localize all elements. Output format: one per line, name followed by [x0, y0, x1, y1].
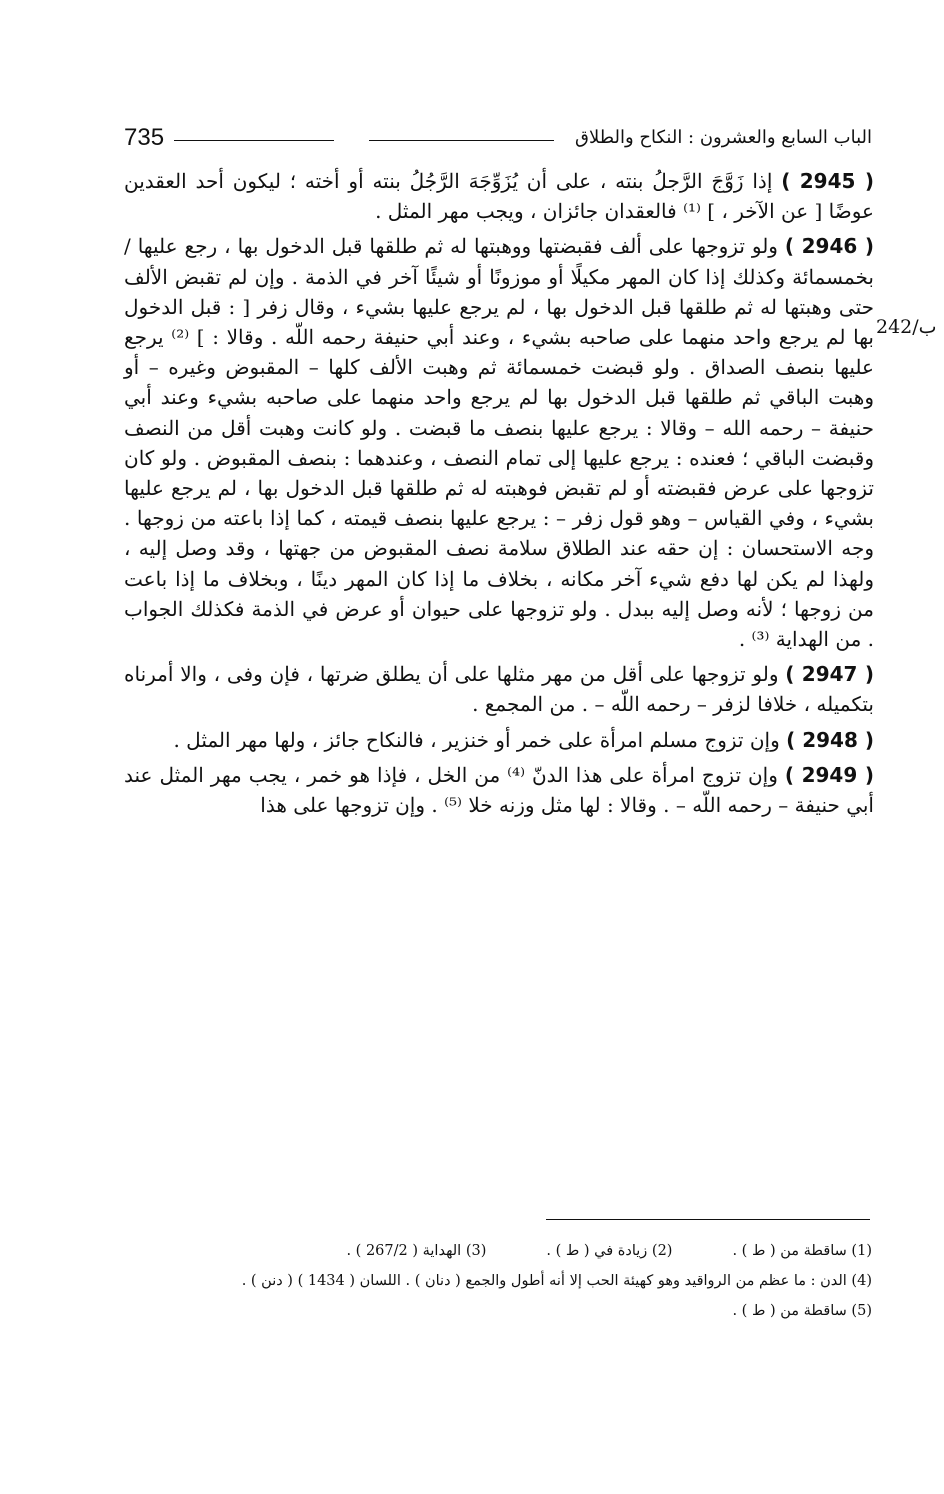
paragraph-2945: [124, 166, 874, 226]
paragraph-text: ولو تزوجها على ألف فقبضتها ووهبتها له ثم طلقها قبل الدخول بها ، رجع عليها / بخمسمائة وكذلك إذا كان المهر مكيلًا أو موزونًا أو شيئًا آخر في الذمة . وإن لم تقبض الألف حتى وهبتها له ثم طلقها قبل الدخول بها ، لم يرجع عليها بشيء ، وقال زفر [ : قبل الدخول بها لم يرجع واحد منهما على صاحبه بشيء ، وعند أبي حنيفة رحمه اللّه . وقالا : ] ⁽²⁾ يرجع عليها بنصف الصداق . ولو قبضت خمسمائة ثم وهبت الألف كلها – المقبوض وغيره – أو وهبت الباقي ثم طلقها قبل الدخول بها لم يرجع واحد منهما على صاحبه بشيء وعند أبي حنيفة – رحمه الله – وقالا : يرجع عليها بنصف ما قبضت . ولو كانت وهبت أقل من النصف وقبضت الباقي ؛ فعنده : يرجع عليها إلى تمام النصف ، وعندهما : بنصف المقبوض . ولو كان تزوجها على عرض فقبضته أو لم تقبض فوهبته له ثم طلقها قبل الدخول بها ، لم يرجع عليها بشيء ، وفي القياس – وهو قول زفر – : يرجع عليها بنصف قيمته ، كما إذا باعته من زوجها . وجه الاستحسان : إن حقه عند الطلاق سلامة نصف المقبوض من جهتها ، وقد وصل إليه ، ولهذا لم يكن لها دفع شيء آخر مكانه ، بخلاف ما إذا كان المهر دينًا ، وبخلاف ما إذا باعت من زوجها ؛ لأنه وصل إليه ببدل . ولو تزوجها على حيوان أو عرض في الذمة فكذلك الجواب . من الهداية ⁽³⁾ .: [124, 234, 874, 652]
footnote-separator: [546, 1219, 870, 1220]
paragraph-2946: [124, 231, 874, 654]
paragraph-text: ولو تزوجها على أقل من مهر مثلها على أن يطلق ضرتها ، فإن وفى ، والا أمرناه بتكميله ، خلافا لزفر – رحمه اللّه – . من المجمع .: [124, 662, 874, 717]
entry-number: ( 2945 ): [781, 169, 874, 193]
paragraph-text: وإن تزوج امرأة على هذا الدنّ ⁽⁴⁾ من الخل ، فإذا هو خمر ، يجب مهر المثل عند أبي حنيفة – رحمه اللّه – . وقالا : لها مثل وزنه خلا ⁽⁵⁾ . وإن تزوجها على هذا: [124, 762, 874, 818]
margin-folio-note: 242/ب: [876, 316, 937, 338]
page-header: [124, 118, 872, 158]
entry-number: ( 2948 ): [786, 727, 874, 752]
footnote-5: (5) ساقطة من ( ط ) .: [732, 1303, 872, 1319]
footnotes: [124, 1236, 872, 1326]
paragraph-2948: [124, 725, 874, 755]
footnote-3: (3) الهداية ( 267/2 ) .: [346, 1243, 487, 1259]
footnote-1: (1) ساقطة من ( ط ) .: [732, 1243, 872, 1259]
paragraph-2949: [124, 760, 874, 820]
header-rule: [174, 140, 334, 141]
paragraph-2947: [124, 659, 874, 719]
footnote-2: (2) زيادة في ( ط ) .: [546, 1243, 673, 1259]
footnote-row: [124, 1236, 872, 1266]
main-text: [124, 166, 874, 825]
header-rule: [369, 140, 554, 141]
paragraph-text: وإن تزوج مسلم امرأة على خمر أو خنزير ، فالنكاح جائز ، ولها مهر المثل .: [173, 727, 787, 752]
page-number: 735: [124, 124, 165, 151]
entry-number: ( 2947 ): [785, 662, 874, 687]
paragraph-text: إذا زَوَّجَ الرَّجلُ بنته ، على أن يُزَوِّجَهَ الرَّجُلُ بنته أو أخته ؛ ليكون أحد العقدين عوضًا [ عن الآخر ، ] ⁽¹⁾ فالعقدان جائزان ، ويجب مهر المثل .: [124, 169, 874, 224]
entry-number: ( 2949 ): [784, 762, 874, 787]
running-title: الباب السابع والعشرون : النكاح والطلاق: [574, 127, 872, 148]
entry-number: ( 2946 ): [784, 234, 874, 259]
footnote-4: (4) الدن : ما عظم من الرواقيد وهو كهيئة الحب إلا أنه أطول والجمع ( دنان ) . اللسان ( 1434 ) ( دنن ) .: [241, 1273, 872, 1289]
